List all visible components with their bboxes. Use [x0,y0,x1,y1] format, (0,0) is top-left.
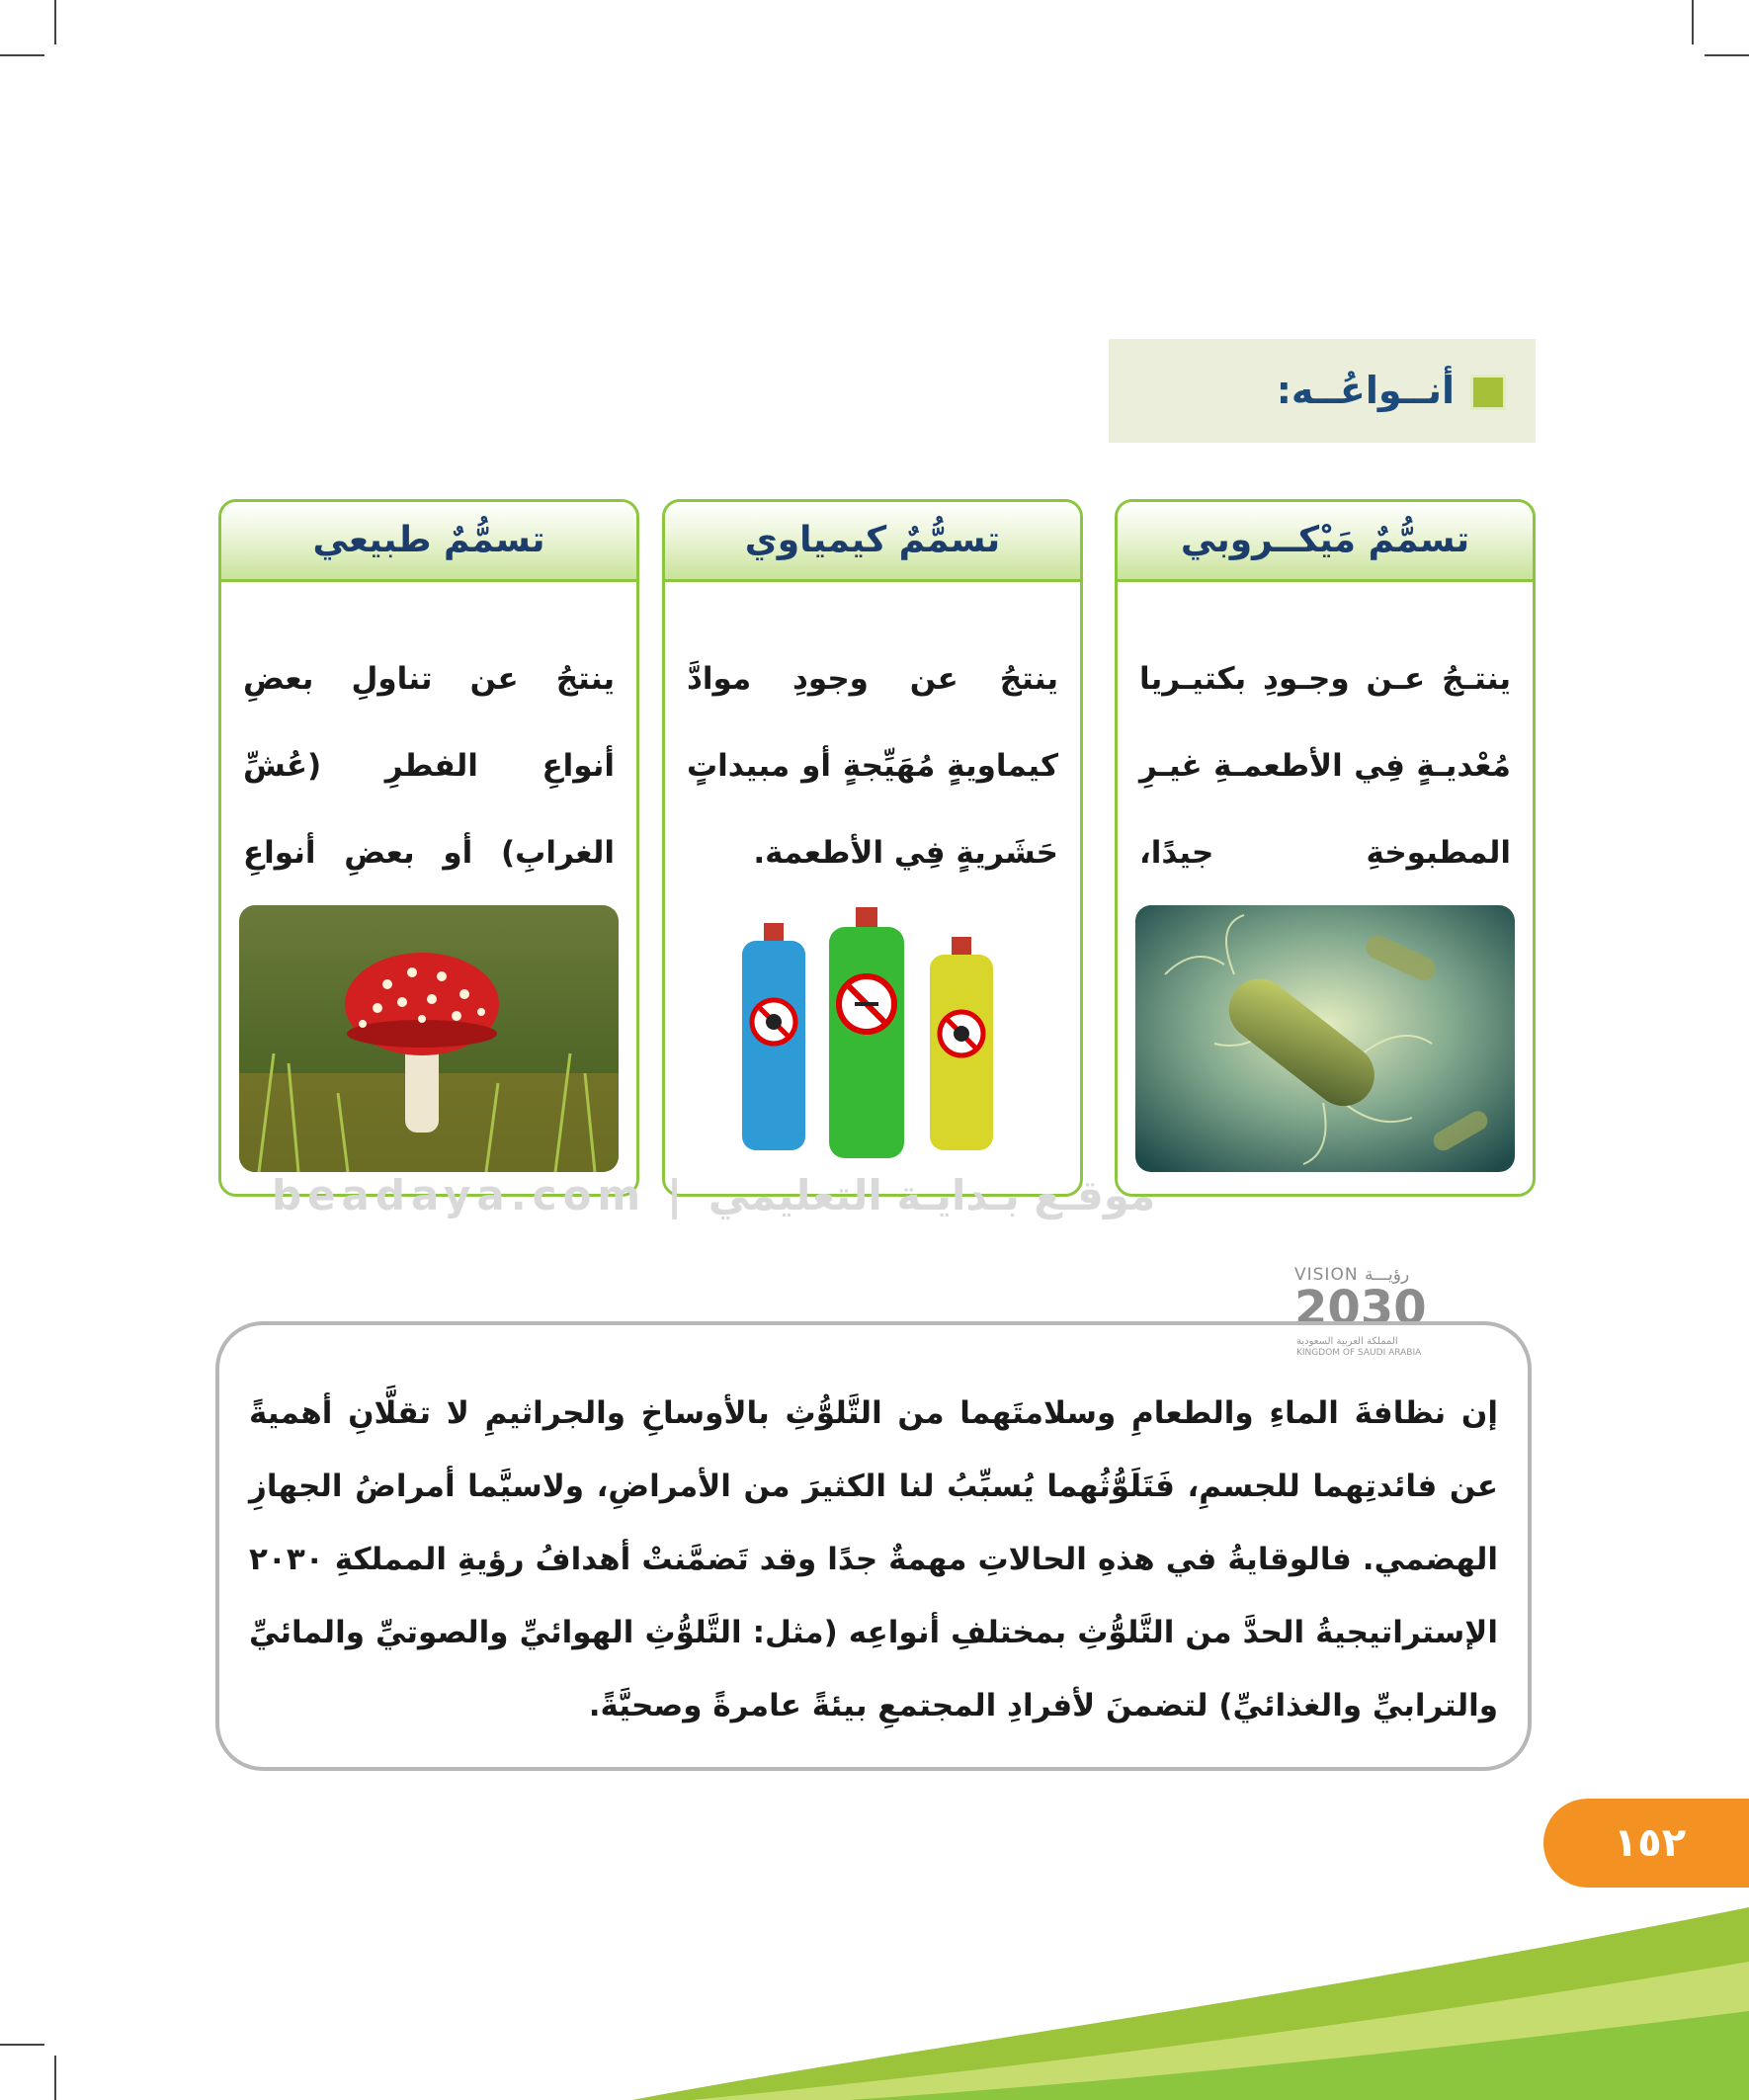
watermark: beadaya.com | موقـع بـدايـة التعليمي [272,1171,1156,1219]
card-title: تسمُّمٌ طبيعي [221,502,636,582]
card-title: تسمُّمٌ كيمياوي [665,502,1080,582]
card-text: ينتجُ عن تناولِ بعضِ أنواعِ الفطرِ (عُشِّ الغرابِ) أو بعضِ أنواعِ [243,661,615,871]
card-text: ينتجُ عن وجودِ موادَّ كيماويةٍ مُهَيِّجةٍ أو مبيداتٍ حَشَريةٍ فِي الأطعمة. [687,661,1058,871]
vision-logo-subtitle-en: KINGDOM OF SAUDI ARABIA [1296,1348,1422,1358]
card-text: ينتـجُ عـن وجـودِ بكتيـريا مُعْديـةٍ فِي الأطعمـةِ غيـرِ المطبوخةِ جيدًا، [1139,661,1511,871]
info-paragraph: إن نظافةَ الماءِ والطعامِ وسلامتَهما من التَّلوُّثِ بالأوساخِ والجراثيمِ لا تقلَّانِ أهميةً عن فائدتِهما للجسمِ، فَتَلَوُّثُهما يُسبِّبُ لنا الكثيرَ من الأمراضِ، ولاسيَّما أمراضُ الجهازِ الهضمي. فالوقايةُ في هذهِ الحالاتِ مهمةٌ جدًا وقد تَضمَّنتْ أهدافُ رؤيةِ المملكةِ ٢٠٣٠ الإستراتيجيةُ الحدَّ من التَّلوُّثِ بمختلفِ أنواعِه (مثل: التَّلوُّثِ الهوائيِّ والصوتيِّ والمائيِّ والترابيِّ والغذائيِّ) لتضمنَ لأفرادِ المجتمعِ بيئةً عامرةً وصحيَّةً. [249,1395,1498,1723]
mushroom-image [239,905,619,1172]
vision-logo-year: 2030 [1294,1281,1427,1336]
section-header [1109,339,1536,443]
crop-mark [1692,0,1694,44]
card-natural [218,499,639,1197]
crop-mark [54,0,56,44]
vision-logo-subtitle-ar: المملكة العربية السعودية [1296,1336,1398,1347]
card-chemical [662,499,1083,1197]
decorative-swoosh [0,1902,1749,2100]
vision-logo-title: VISION رؤيـــة [1294,1265,1410,1285]
insecticide-cans-image [683,905,1062,1172]
page-number: ١٥٢ [1543,1799,1749,1888]
card-microbial [1115,499,1536,1197]
card-title: تسمُّمٌ مَيْكــروبي [1118,502,1533,582]
crop-mark [1705,54,1749,56]
crop-mark [0,54,44,56]
info-box [215,1321,1532,1771]
section-title: أنــواعُــه: [1276,369,1455,412]
bullet-square-icon [1470,375,1506,410]
bacteria-image [1135,905,1515,1172]
